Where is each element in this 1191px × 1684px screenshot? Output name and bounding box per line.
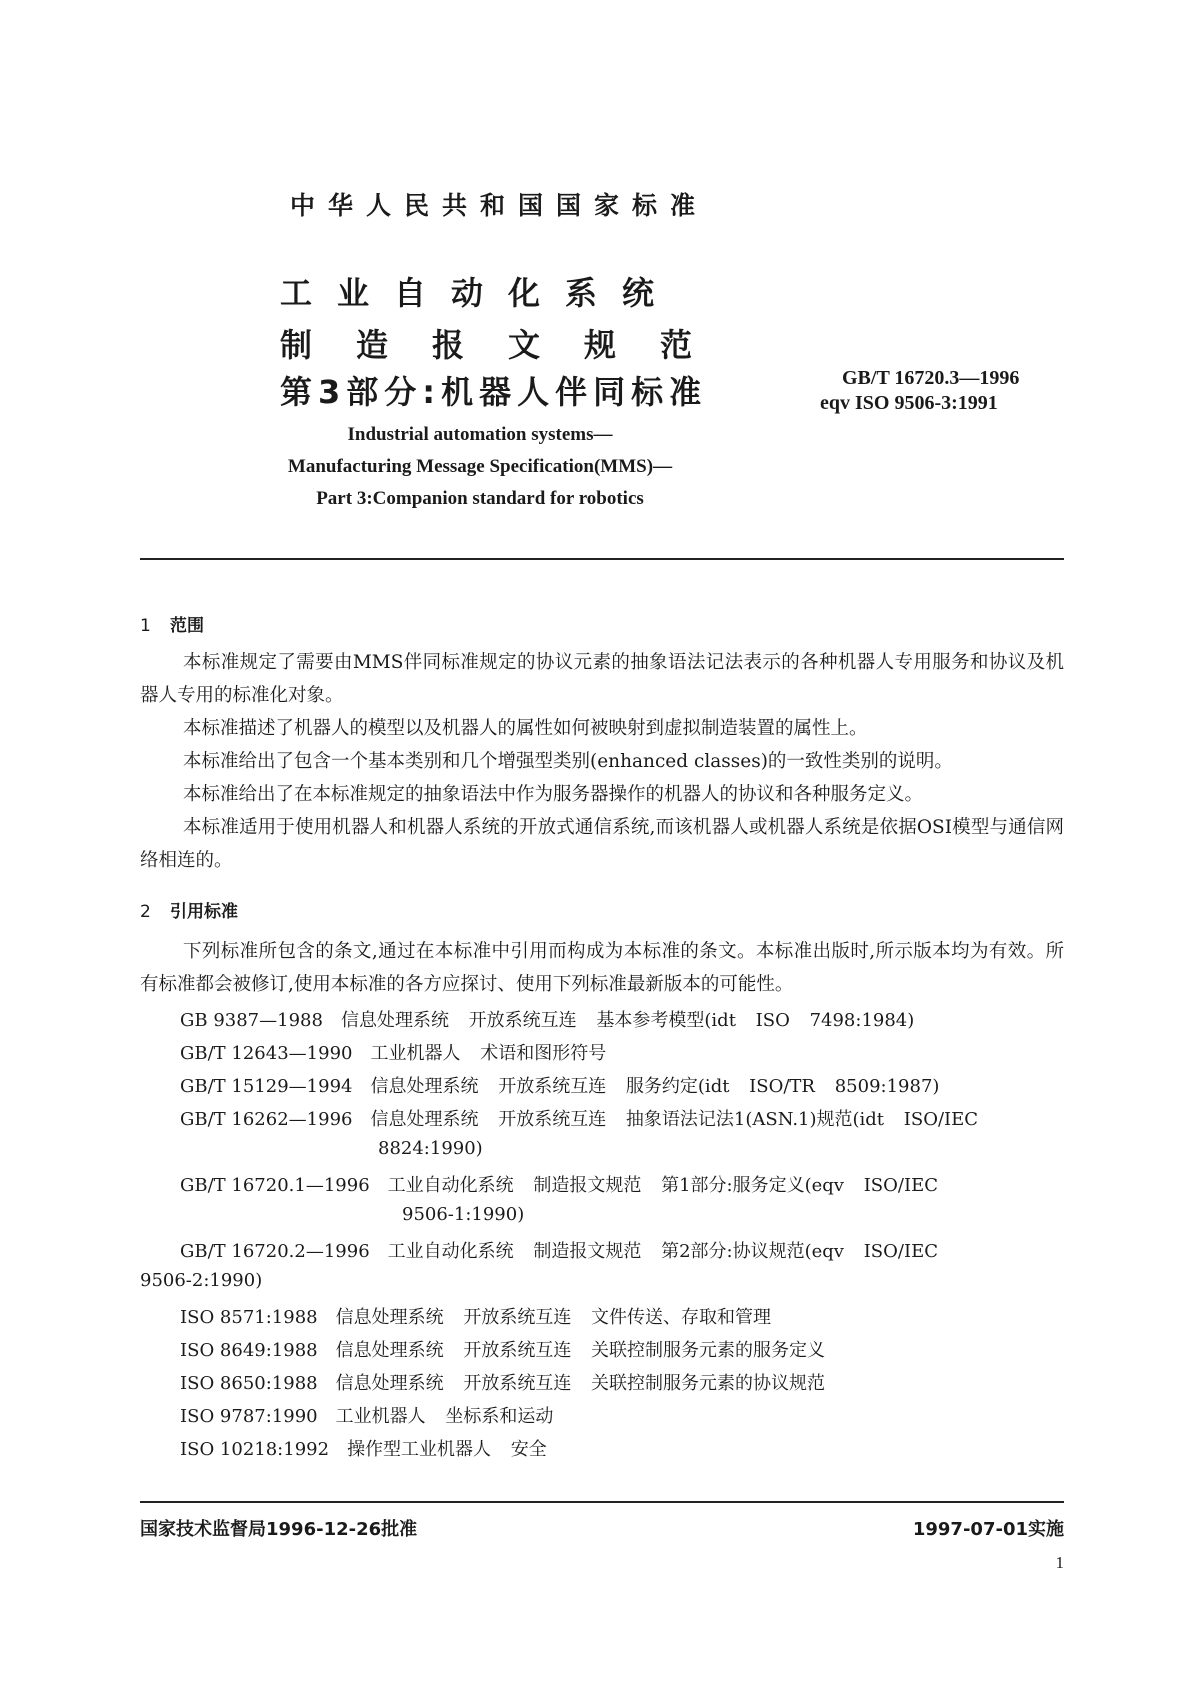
english-title-line-1: Industrial automation systems— xyxy=(347,424,613,445)
english-title-line-2: Manufacturing Message Specification(MMS)— xyxy=(287,456,673,477)
reference-continuation: 9506-2:1990) xyxy=(140,1270,263,1291)
reference-code: GB/T 12643—1990 xyxy=(180,1043,353,1064)
reference-title: 信息处理系统 开放系统互连 关联控制服务元素的协议规范 xyxy=(335,1373,826,1394)
footer-divider xyxy=(140,1501,1064,1503)
reference-title: 信息处理系统 开放系统互连 关联控制服务元素的服务定义 xyxy=(335,1340,826,1361)
reference-code: GB/T 15129—1994 xyxy=(180,1076,353,1097)
section-1-number: 1 xyxy=(140,616,151,636)
reference-code: ISO 10218:1992 xyxy=(180,1439,330,1460)
section-2-heading xyxy=(140,897,238,922)
section-1-paragraph-4: 本标准给出了在本标准规定的抽象语法中作为服务器操作的机器人的协议和各种服务定义。 xyxy=(183,784,924,805)
section-1-paragraph-1: 本标准规定了需要由MMS伴同标准规定的协议元素的抽象语法记法表示的各种机器人专用服务和协议及机器人专用的标准化对象。 xyxy=(140,652,1064,706)
title-line-2: 制造报文规范 xyxy=(280,326,737,364)
section-1-title: 范围 xyxy=(170,616,204,636)
section-1-body xyxy=(140,646,1064,877)
equivalent-standard: eqv ISO 9506-3:1991 xyxy=(820,392,998,414)
reference-title: 工业机器人 坐标系和运动 xyxy=(335,1406,554,1427)
reference-code: ISO 8571:1988 xyxy=(180,1307,318,1328)
reference-item xyxy=(180,1237,938,1263)
reference-title: 工业机器人 术语和图形符号 xyxy=(370,1043,607,1064)
section-2-number: 2 xyxy=(140,902,151,922)
english-title-line-3: Part 3:Companion standard for robotics xyxy=(316,488,644,509)
section-1-paragraph-3: 本标准给出了包含一个基本类别和几个增强型类别(enhanced classes)的一致性类别的说明。 xyxy=(183,751,953,772)
reference-title: 操作型工业机器人 安全 xyxy=(347,1439,547,1460)
reference-item xyxy=(180,1039,606,1065)
reference-code: GB/T 16720.1—1996 xyxy=(180,1175,370,1196)
reference-item xyxy=(180,1402,553,1428)
reference-continuation: 9506-1:1990) xyxy=(402,1204,525,1225)
reference-code: GB/T 16720.2—1996 xyxy=(180,1241,370,1262)
reference-title: 工业自动化系统 制造报文规范 第2部分:协议规范(eqv ISO/IEC xyxy=(387,1241,938,1262)
approval-date: 国家技术监督局1996-12-26批准 xyxy=(140,1519,418,1540)
reference-item xyxy=(180,1105,978,1131)
reference-item xyxy=(180,1369,825,1395)
reference-title: 信息处理系统 开放系统互连 文件传送、存取和管理 xyxy=(335,1307,772,1328)
reference-item xyxy=(180,1435,547,1461)
reference-code: GB 9387—1988 xyxy=(180,1010,323,1031)
reference-item xyxy=(180,1006,914,1032)
reference-title: 信息处理系统 开放系统互连 基本参考模型(idt ISO 7498:1984) xyxy=(340,1010,915,1031)
page-number: 1 xyxy=(1055,1553,1064,1572)
section-1-paragraph-2: 本标准描述了机器人的模型以及机器人的属性如何被映射到虚拟制造装置的属性上。 xyxy=(183,718,868,739)
title-line-1: 工业自动化系统 xyxy=(280,274,680,312)
reference-title: 信息处理系统 开放系统互连 抽象语法记法1(ASN.1)规范(idt ISO/IEC xyxy=(370,1109,979,1130)
reference-item xyxy=(180,1336,825,1362)
reference-code: ISO 8649:1988 xyxy=(180,1340,318,1361)
section-2-intro xyxy=(140,935,1064,1001)
reference-code: GB/T 16262—1996 xyxy=(180,1109,353,1130)
standard-number: GB/T 16720.3—1996 xyxy=(842,367,1020,389)
reference-item xyxy=(180,1072,939,1098)
reference-title: 信息处理系统 开放系统互连 服务约定(idt ISO/TR 8509:1987) xyxy=(370,1076,940,1097)
header-divider xyxy=(140,558,1064,560)
effective-date: 1997-07-01实施 xyxy=(912,1519,1064,1540)
section-1-paragraph-5: 本标准适用于使用机器人和机器人系统的开放式通信系统,而该机器人或机器人系统是依据OSI模型与通信网络相连的。 xyxy=(140,817,1064,871)
title-line-3: 第3部分:机器人伴同标准 xyxy=(280,373,708,411)
reference-item xyxy=(180,1171,938,1197)
reference-title: 工业自动化系统 制造报文规范 第1部分:服务定义(eqv ISO/IEC xyxy=(387,1175,938,1196)
reference-item xyxy=(180,1303,771,1329)
section-1-heading xyxy=(140,611,204,636)
national-standard-title: 中华人民共和国国家标准 xyxy=(290,191,709,220)
reference-continuation: 8824:1990) xyxy=(378,1138,483,1159)
reference-code: ISO 9787:1990 xyxy=(180,1406,318,1427)
reference-code: ISO 8650:1988 xyxy=(180,1373,318,1394)
section-2-title: 引用标准 xyxy=(170,902,238,922)
section-2-intro-text: 下列标准所包含的条文,通过在本标准中引用而构成为本标准的条文。本标准出版时,所示版本均为有效。所有标准都会被修订,使用本标准的各方应探讨、使用下列标准最新版本的可能性。 xyxy=(140,941,1064,995)
